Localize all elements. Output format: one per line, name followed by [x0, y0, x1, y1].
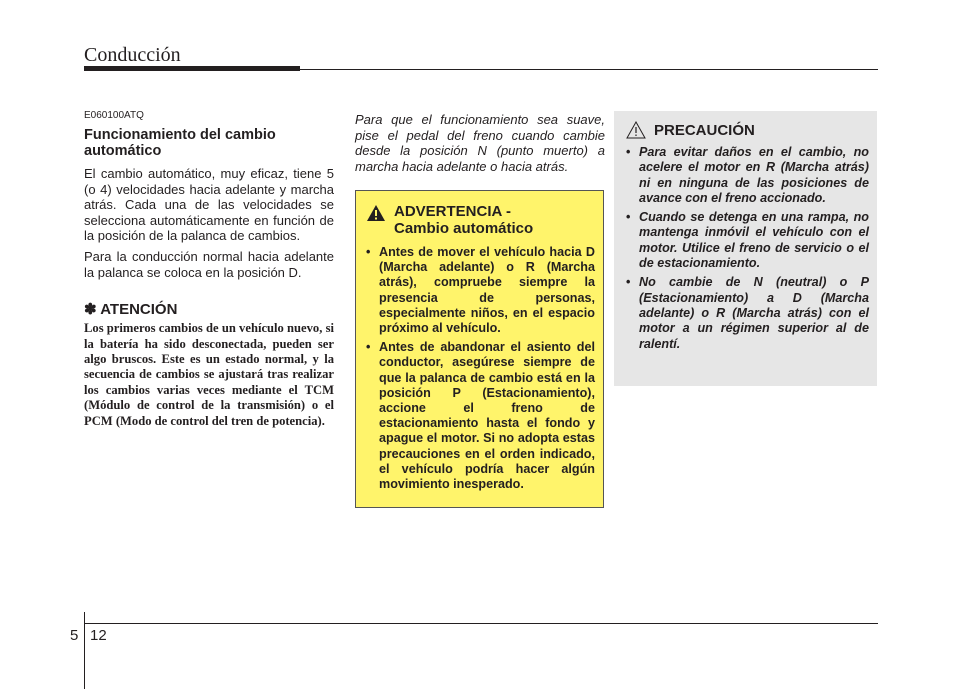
asterisk-icon: ✽ — [84, 301, 97, 319]
warning-box — [355, 190, 604, 508]
caution-item: • Cuando se detenga en una rampa, no mantenga inmóvil el vehículo con el motor. Utilice el freno de servicio o el de estacionamiento. — [626, 210, 869, 271]
chapter-number: 5 — [70, 627, 79, 644]
caution-header — [626, 121, 869, 139]
shifting-note: Para que el funcionamiento sea suave, pise el pedal del freno cuando cambie desde la posición N (punto muerto) a marcha hacia adelante o hacia atrás. — [355, 112, 605, 174]
caution-item: • Para evitar daños en el cambio, no acelere el motor en R (Marcha atrás) ni en ninguna de las posiciones de avance con el freno accionado. — [626, 145, 869, 206]
caution-list — [626, 145, 869, 352]
warning-subtitle: Cambio automático — [394, 220, 534, 237]
header-rule — [300, 69, 878, 70]
warning-triangle-icon — [366, 204, 386, 222]
warning-item: • Antes de abandonar el asiento del conductor, asegúrese siempre de que la palanca de cambio está en la posición P (Estacionamiento), accione el freno de estacionamiento hasta el fondo y apague el motor. Si no adopta estas precauciones en el orden indicado, el vehículo podría hacer algún movimiento inesperado. — [366, 340, 595, 492]
footer-tick — [84, 612, 85, 689]
section-heading: Funcionamiento del cambio automático — [84, 127, 276, 159]
warning-list — [366, 245, 595, 492]
section-code: E060100ATQ — [84, 110, 144, 121]
footer-rule — [84, 623, 878, 624]
atencion-heading — [84, 300, 334, 318]
header-bar — [84, 66, 300, 71]
warning-item: • Antes de mover el vehículo hacia D (Marcha adelante) o R (Marcha atrás), compruebe siempre la presencia de personas, especialmente niños, en el espacio próximo al vehículo. — [366, 245, 595, 336]
page-number: 12 — [90, 627, 107, 644]
atencion-body: Los primeros cambios de un vehículo nuevo, si la batería ha sido desconectada, pueden ser algo bruscos. Este es un estado normal, y la secuencia de cambios se ajustará tras realizar los cambios varias veces mediante el TCM (Módulo de control de la transmisión) o el PCM (Modo de control del tren de potencia). — [84, 321, 334, 428]
caution-title: PRECAUCIÓN — [654, 121, 755, 139]
caution-triangle-icon — [626, 121, 646, 139]
atencion-title: ATENCIÓN — [100, 301, 178, 319]
warning-header — [366, 203, 595, 237]
caution-box — [614, 111, 877, 386]
section-paragraph: El cambio automático, muy eficaz, tiene 5 (o 4) velocidades hacia adelante y marcha atrás. Cada una de las velocidades se selecciona automáticamente en función de la posición de la palanca de cambios. — [84, 166, 334, 244]
warning-title: ADVERTENCIA - — [394, 203, 511, 220]
left-column — [84, 110, 334, 429]
chapter-title: Conducción — [84, 44, 181, 66]
section-paragraph: Para la conducción normal hacia adelante la palanca se coloca en la posición D. — [84, 248, 334, 280]
caution-item: • No cambie de N (neutral) o P (Estacionamiento) a D (Marcha adelante) o R (Marcha atrás) con el motor a un régimen superior al de ralentí. — [626, 275, 869, 351]
